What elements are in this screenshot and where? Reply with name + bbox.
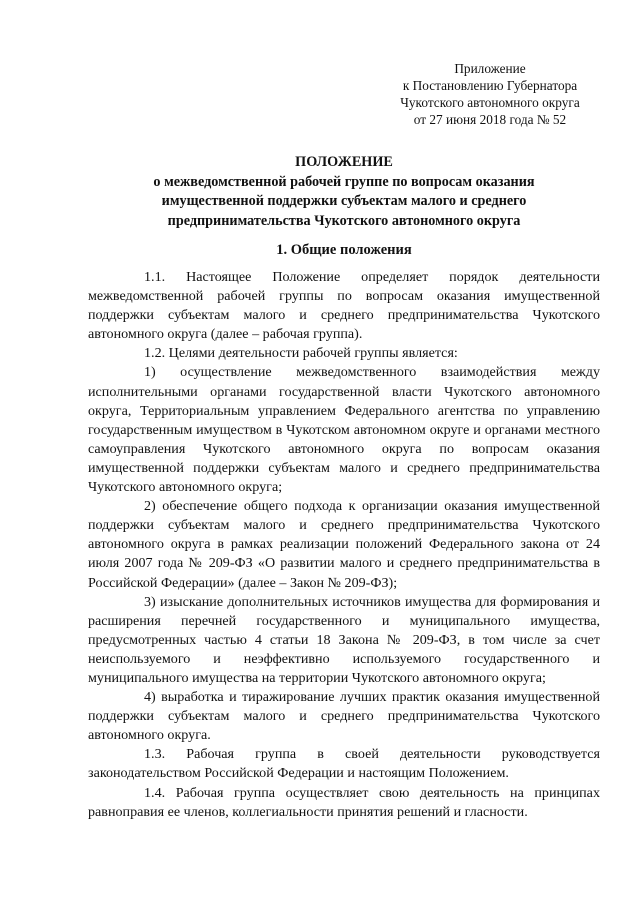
paragraph-item-3: 3) изыскание дополнительных источников имущества для формирования и расширения перечней государственного и муниципального имущества, предусмотренных частью 4 статьи 18 Закона № 209-ФЗ, в том числе за счет неиспользуемого и неэффективно используемого государственного и муниципального имущества на территории Чукотского автономного округа; <box>88 593 600 686</box>
paragraph-1-2: 1.2. Целями деятельности рабочей группы является: <box>144 345 458 362</box>
appendix-line: к Постановлению Губернатора <box>402 78 578 93</box>
title-line: предпринимательства Чукотского автономного округа <box>167 212 521 229</box>
appendix-line: от 27 июня 2018 года № 52 <box>413 112 567 127</box>
appendix-header <box>380 60 600 128</box>
title-line: имущественной поддержки субъектам малого и среднего <box>161 193 527 209</box>
title-line: ПОЛОЖЕНИЕ <box>295 154 393 170</box>
paragraph-item-4: 4) выработка и тиражирование лучших практик оказания имущественной поддержки субъектам малого и среднего предпринимательства Чукотского автономного округа. <box>88 689 600 744</box>
appendix-line: Чукотского автономного округа <box>400 95 580 110</box>
section-body <box>88 268 600 822</box>
section-heading: 1. Общие положения <box>276 242 412 258</box>
paragraph-1-4: 1.4. Рабочая группа осуществляет свою деятельность на принципах равноправия ее членов, коллегиальности принятия решений и гласности. <box>88 784 600 820</box>
paragraph-1-3: 1.3. Рабочая группа в своей деятельности руководствуется законодательством Российской Федерации и настоящим Положением. <box>88 746 600 782</box>
appendix-line: Приложение <box>454 61 526 76</box>
title-line: о межведомственной рабочей группе по вопросам оказания <box>153 173 535 190</box>
paragraph-item-1: 1) осуществление межведомственного взаимодействия между исполнительными органами государственной власти Чукотского автономного округа, Территориальным управлением Федерального агентства по управлению государственным имуществом в Чукотском автономном округе и органами местного самоуправления Чукотского автономного округа по вопросам оказания имущественной поддержки субъектам малого и среднего предпринимательства Чукотского автономного округа; <box>88 364 600 496</box>
paragraph-item-2: 2) обеспечение общего подхода к организации оказания имущественной поддержки субъектам малого и среднего предпринимательства Чукотского автономного округа в рамках реализации положений Федерального закона от 24 июля 2007 года № 209-ФЗ «О развитии малого и среднего предпринимательства в Российской Федерации» (далее – Закон № 209-ФЗ); <box>88 498 600 591</box>
paragraph-1-1: 1.1. Настоящее Положение определяет порядок деятельности межведомственной рабочей группы по вопросам оказания имущественной поддержки субъектам малого и среднего предпринимательства Чукотского автономного округа (далее – рабочая группа). <box>88 269 600 343</box>
document-title <box>88 153 600 231</box>
